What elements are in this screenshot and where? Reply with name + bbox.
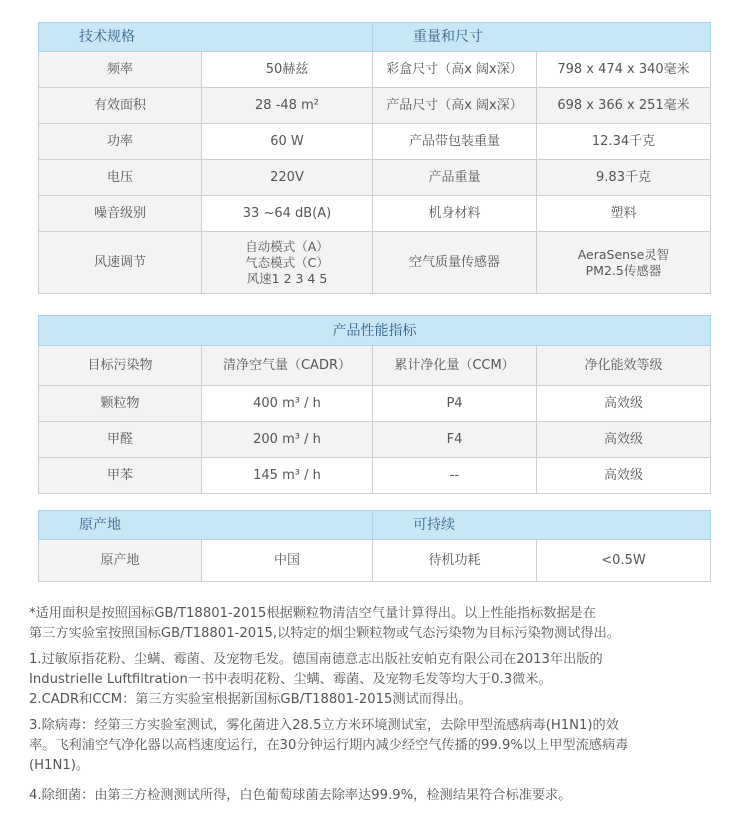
spec-value: 60 W — [202, 124, 373, 160]
spec-label: 频率 — [39, 52, 202, 88]
spec-label: 电压 — [39, 160, 202, 196]
spec-label: 空气质量传感器 — [373, 232, 537, 294]
spec-value: 50赫兹 — [202, 52, 373, 88]
spec-value: 33 ~64 dB(A) — [202, 196, 373, 232]
origin-table — [38, 510, 711, 582]
spec-label: 风速调节 — [39, 232, 202, 294]
table-cell: 甲苯 — [39, 458, 202, 494]
table-row — [39, 232, 711, 294]
table-cell: 待机功耗 — [373, 540, 537, 582]
spec-label: 产品重量 — [373, 160, 537, 196]
table-cell: 高效级 — [537, 458, 711, 494]
table-row — [39, 52, 711, 88]
table-header-row — [39, 346, 711, 386]
spec-label: 功率 — [39, 124, 202, 160]
spec-label: 产品带包装重量 — [373, 124, 537, 160]
spec-label: 噪音级别 — [39, 196, 202, 232]
table-row — [39, 386, 711, 422]
fan-modes — [202, 232, 373, 294]
note-line: 第三方实验室按照国标GB/T18801-2015,以特定的烟尘颗粒物或气态污染物为目标污染物测试得出。 — [29, 626, 620, 641]
table-cell: 颗粒物 — [39, 386, 202, 422]
sensor-name: AeraSense灵智 — [577, 246, 670, 262]
spec-label: 产品尺寸（高x 阔x深） — [373, 88, 537, 124]
column-header: 清净空气量（CADR） — [202, 346, 373, 386]
table-cell: 145 m³ / h — [202, 458, 373, 494]
spec-label: 彩盒尺寸（高x 阔x深） — [373, 52, 537, 88]
table-row — [39, 88, 711, 124]
table-cell: -- — [373, 458, 537, 494]
note-line: 4.除细菌：由第三方检测测试所得，白色葡萄球菌去除率达99.9%，检测结果符合标准要求。 — [29, 788, 572, 803]
table-cell: 甲醛 — [39, 422, 202, 458]
spec-label: 机身材料 — [373, 196, 537, 232]
table-row — [39, 422, 711, 458]
note-line: *适用面积是按照国标GB/T18801-2015根据颗粒物清洁空气量计算得出。以上性能指标数据是在 — [29, 606, 597, 621]
origin-header-left: 原产地 — [39, 511, 373, 540]
note-line: 2.CADR和CCM：第三方实验室根据新国标GB/T18801-2015测试而得出。 — [29, 692, 472, 707]
spec-value: 28 -48 m² — [202, 88, 373, 124]
column-header: 累计净化量（CCM） — [373, 346, 537, 386]
sensor-value — [537, 232, 711, 294]
note-line: 3.除病毒：经第三方实验室测试，雾化菌进入28.5立方米环境测试室，去除甲型流感病毒(H1N1)的效 — [29, 718, 619, 733]
spec-label: 有效面积 — [39, 88, 202, 124]
table-cell: F4 — [373, 422, 537, 458]
spec-value: 220V — [202, 160, 373, 196]
column-header: 目标污染物 — [39, 346, 202, 386]
note-line: Industrielle Luftfiltration一书中表明花粉、尘螨、霉菌、及宠物毛发等均大于0.3微米。 — [29, 672, 552, 687]
note-line: (H1N1)。 — [29, 758, 90, 773]
spec-header-right: 重量和尺寸 — [373, 23, 711, 52]
fan-mode-auto: 自动模式（A） — [245, 238, 329, 254]
fan-mode-gas: 气态模式（C） — [245, 254, 329, 270]
spec-header-left: 技术规格 — [39, 23, 373, 52]
table-row — [39, 124, 711, 160]
performance-table — [38, 315, 711, 494]
table-row — [39, 160, 711, 196]
table-row — [39, 458, 711, 494]
table-cell: 高效级 — [537, 386, 711, 422]
note-line: 率。飞利浦空气净化器以高档速度运行，在30分钟运行期内减少经空气传播的99.9%以上甲型流感病毒 — [29, 738, 629, 753]
spec-table — [38, 22, 711, 294]
origin-header-right: 可持续 — [373, 511, 711, 540]
spec-value: 9.83千克 — [537, 160, 711, 196]
column-header: 净化能效等级 — [537, 346, 711, 386]
table-cell: <0.5W — [537, 540, 711, 582]
spec-value: 12.34千克 — [537, 124, 711, 160]
table-row — [39, 540, 711, 582]
note-line: 1.过敏原指花粉、尘螨、霉菌、及宠物毛发。德国南德意志出版社安帕克有限公司在2013年出版的 — [29, 652, 603, 667]
sensor-type: PM2.5传感器 — [585, 262, 662, 278]
table-cell: 400 m³ / h — [202, 386, 373, 422]
table-cell: 中国 — [202, 540, 373, 582]
table-cell: 200 m³ / h — [202, 422, 373, 458]
spec-value: 塑料 — [537, 196, 711, 232]
table-row — [39, 196, 711, 232]
performance-title: 产品性能指标 — [39, 316, 711, 346]
table-cell: P4 — [373, 386, 537, 422]
spec-value: 798 x 474 x 340毫米 — [537, 52, 711, 88]
table-cell: 原产地 — [39, 540, 202, 582]
table-cell: 高效级 — [537, 422, 711, 458]
spec-value: 698 x 366 x 251毫米 — [537, 88, 711, 124]
footnotes — [29, 604, 729, 806]
fan-speeds: 风速1 2 3 4 5 — [246, 270, 328, 286]
